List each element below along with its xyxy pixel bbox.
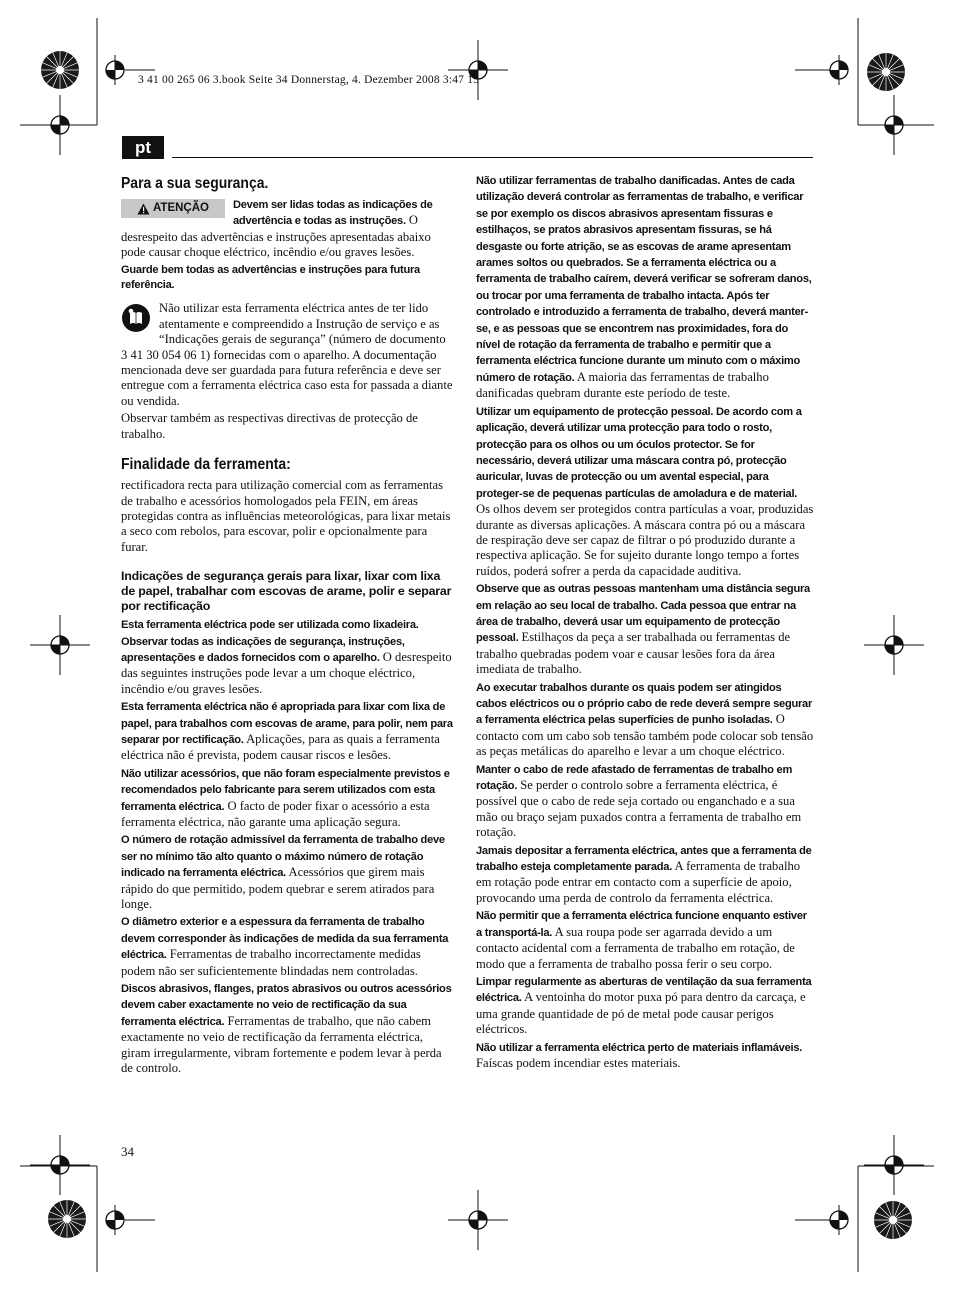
warning-block [121, 197, 455, 261]
left-para-2 [121, 699, 455, 764]
left-para-2-bold: Esta ferramenta eléctrica não é apropriada para lixar com lixa de papel, para trabalhos com escovas de arame, para polir, nem para separar por rectificação. [121, 701, 453, 746]
purpose-paragraph: rectificadora recta para utilização comercial com as ferramentas de trabalho e acessórios homologados pela FEIN, em áreas protegidas contra as influências meteorológicas, para lixar metais a seco com rebolos, para escovar, polir e opcionalmente para furar. [121, 478, 451, 554]
right-para-7-text: A sua roupa pode ser agarrada devido a um contacto acidental com a ferramenta de trabalho em rotação, de modo que a ferramenta de trabalho possa ferir o seu corpo. [476, 924, 795, 971]
directives-paragraph: Observar também as respectivas directivas de protecção de trabalho. [121, 411, 418, 441]
language-badge: pt [122, 136, 164, 159]
right-para-7-bold: Não permitir que a ferramenta eléctrica funcione enquanto estiver a transportá-la. [476, 910, 807, 939]
right-column [476, 173, 814, 1073]
right-para-3 [476, 581, 814, 677]
left-para-4-bold: O número de rotação admissível da ferramenta de trabalho deve ser no mínimo tão alto quanto o máximo número de rotação indicado na ferramenta eléctrica. [121, 834, 445, 880]
right-para-9-bold: Não utilizar a ferramenta eléctrica perto de materiais inflamáveis. [476, 1041, 803, 1054]
right-para-3-bold: Observe que as outras pessoas mantenham uma distância segura em relação ao seu local de trabalho. Cada pessoa que entrar na área de trabalho, deverá usar um equipamento de protecção pessoal. [476, 583, 810, 645]
left-para-3 [121, 766, 455, 831]
left-para-3-text: O facto de poder fixar o acessório a esta ferramenta eléctrica, não garante uma aplicação segura. [121, 798, 430, 829]
right-para-8-bold: Limpar regularmente as aberturas de ventilação da sua ferramenta eléctrica. [476, 975, 812, 1005]
left-para-1-text: O desrespeito das seguintes instruções pode levar a um choque eléctrico, incêndio e/ou graves lesões. [121, 649, 452, 696]
left-para-6 [121, 981, 455, 1076]
left-para-2-text: Aplicações, para as quais a ferramenta eléctrica não é prevista, podem causar riscos e lesões. [121, 731, 440, 763]
right-para-8-text: A ventoinha do motor puxa pó para dentro da carcaça, e uma grande quantidade de pó de metal pode causar perigos eléctricos. [476, 990, 806, 1037]
right-para-5-bold: Manter o cabo de rede afastado de ferramentas de trabalho em rotação. [476, 763, 793, 793]
left-para-5 [121, 914, 455, 979]
purpose-title: Finalidade da ferramenta: [121, 456, 291, 474]
right-para-3-text: Estilhaços da peça a ser trabalhada ou ferramentas de trabalho quebradas podem voar e causar lesões fora da área imediata de trabalho. [476, 630, 791, 677]
right-para-5 [476, 762, 814, 841]
file-info-header: 3 41 00 265 06 3.book Seite 34 Donnerstag, 4. Dezember 2008 3:47 15 [138, 74, 480, 86]
right-para-2-bold: Utilizar um equipamento de protecção pessoal. De acordo com a aplicação, deverá utilizar uma protecção para todo o rosto, protecção para os olhos ou um óculos protector. Se for necessário, deverá utilizar uma máscara contra pó, protecção auricular, luvas de protecção ou um avental especial, para proteger-se de pequenas partículas de amoladura e de material. [476, 405, 802, 500]
right-para-7 [476, 908, 814, 972]
manual-block [121, 301, 455, 409]
safety-title: Para a sua segurança. [121, 175, 269, 192]
general-safety-title: Indicações de segurança gerais para lixar, lixar com lixa de papel, trabalhar com escovas de arame, polir e separar por rectificação [121, 569, 452, 614]
right-para-2 [476, 404, 814, 579]
right-para-4-text: O contacto com um cabo sob tensão também pode colocar sob tensão as peças metálicas do aparelho e levar a um choque eléctrico. [476, 712, 814, 759]
left-para-4 [121, 832, 455, 912]
left-para-3-bold: Não utilizar acessórios, que não foram especialmente previstos e recomendados pelo fabricante para serem utilizados com esta ferramenta eléctrica. [121, 767, 450, 813]
warning-badge [121, 199, 225, 218]
left-para-1 [121, 617, 455, 697]
left-para-6-text: Ferramentas de trabalho, que não cabem exactamente no veio de rectificação da ferramenta eléctrica, giram irregularmente, vibram fortemente e podem levar à perda de controlo. [121, 1013, 442, 1076]
right-para-6-text: A ferramenta de trabalho em rotação pode entrar em contacto com a superfície de apoio, provocando uma perda de controlo da ferramenta eléctrica. [476, 859, 801, 905]
manual-paragraph: Não utilizar esta ferramenta eléctrica antes de ter lido atentamente e compreendido a Instrução de serviço e as “Indicações gerais de segurança” (número de documento 3 41 30 054 06 1) fornecidas com o aparelho. A documentação mencionada deve ser guardada para futura referência e deve ser entregue com a ferramenta eléctrica caso esta for passada a diante ou vendida. [121, 301, 453, 408]
right-para-6 [476, 843, 814, 907]
left-column [121, 175, 455, 1079]
warning-triangle-icon [137, 203, 150, 215]
right-para-9 [476, 1040, 814, 1072]
left-para-1-bold: Esta ferramenta eléctrica pode ser utilizada como lixadeira. Observar todas as indicações de segurança, instruções, apresentações e dados fornecidos com o aparelho. [121, 619, 419, 664]
right-para-6-bold: Jamais depositar a ferramenta eléctrica, antes que a ferramenta de trabalho esteja completamente parada. [476, 844, 812, 874]
right-para-8 [476, 974, 814, 1038]
right-para-1 [476, 173, 814, 402]
left-para-4-text: Acessórios que girem mais rápido do que permitido, podem quebrar e serem atirados para longe. [121, 865, 435, 912]
page-number: 34 [121, 1144, 134, 1159]
header-rule [172, 157, 813, 158]
warning-text: O desrespeito das advertências e instruções apresentadas abaixo pode causar choque eléctrico, incêndio e/ou graves lesões. [121, 213, 431, 260]
right-para-9-text: Faíscas podem incendiar estes materiais. [476, 1055, 681, 1070]
right-para-4 [476, 680, 814, 760]
right-para-2-text: Os olhos devem ser protegidos contra partículas a voar, produzidas durante as diversas aplicações. A máscara contra pó ou a máscara de respiração deve ser capaz de filtrar o pó produzido durante a respectiva aplicação. Se for sujeito durante longo tempo a fortes ruídos, poderá sofrer a perda da capacidade auditiva. [476, 502, 814, 578]
keep-instructions: Guarde bem todas as advertências e instruções para futura referência. [121, 263, 420, 292]
warning-label: ATENÇÃO [152, 202, 209, 214]
right-para-5-text: Se perder o controlo sobre a ferramenta eléctrica, é possível que o cabo de rede seja cortado ou enganchado e a sua mão ou braço sejam puxados contra a ferramenta de trabalho em rotação. [476, 778, 802, 840]
left-para-5-text: Ferramentas de trabalho incorrectamente medidas podem não ser suficientemente blindadas nem controladas. [121, 947, 421, 978]
warning-bold: Devem ser lidas todas as indicações de advertência e todas as instruções. [233, 199, 433, 228]
right-para-1-bold: Não utilizar ferramentas de trabalho danificadas. Antes de cada utilização deverá controlar as ferramentas de trabalho, e verificar se por exemplo os discos abrasivos apresentam fissuras e estilhaços, se pratos abrasivos apresentam fissuras, se há desgaste ou forte atrição, se as escovas de arame apresentam arames soltos ou quebrados. Se a ferramenta eléctrica ou a ferramenta de trabalho caírem, deverá verificar se sofreram danos, ou trocar por uma ferramenta de trabalho intacta. Após ter controlado e introduzido a ferramenta de trabalho, deverá manter-se, e as pessoas que se encontrem nas proximidades, fora do nível de rotação da ferramenta de trabalho e permitir que a ferramenta eléctrica funcione durante um minuto com o máximo número de rotação. [476, 175, 812, 384]
read-manual-icon [121, 303, 151, 333]
right-para-4-bold: Ao executar trabalhos durante os quais podem ser atingidos cabos eléctricos ou o próprio cabo de rede deverá sempre segurar a ferramenta eléctrica pelas superfícies de punho isoladas. [476, 681, 813, 727]
right-para-1-text: A maioria das ferramentas de trabalho danificadas quebram durante este período de teste. [476, 369, 769, 401]
left-para-6-bold: Discos abrasivos, flanges, pratos abrasivos ou outros acessórios devem caber exactamente no veio de rectificação da sua ferramenta eléctrica. [121, 983, 452, 1028]
left-para-5-bold: O diâmetro exterior e a espessura da ferramenta de trabalho devem corresponder às indicações de medida da sua ferramenta eléctrica. [121, 916, 449, 962]
